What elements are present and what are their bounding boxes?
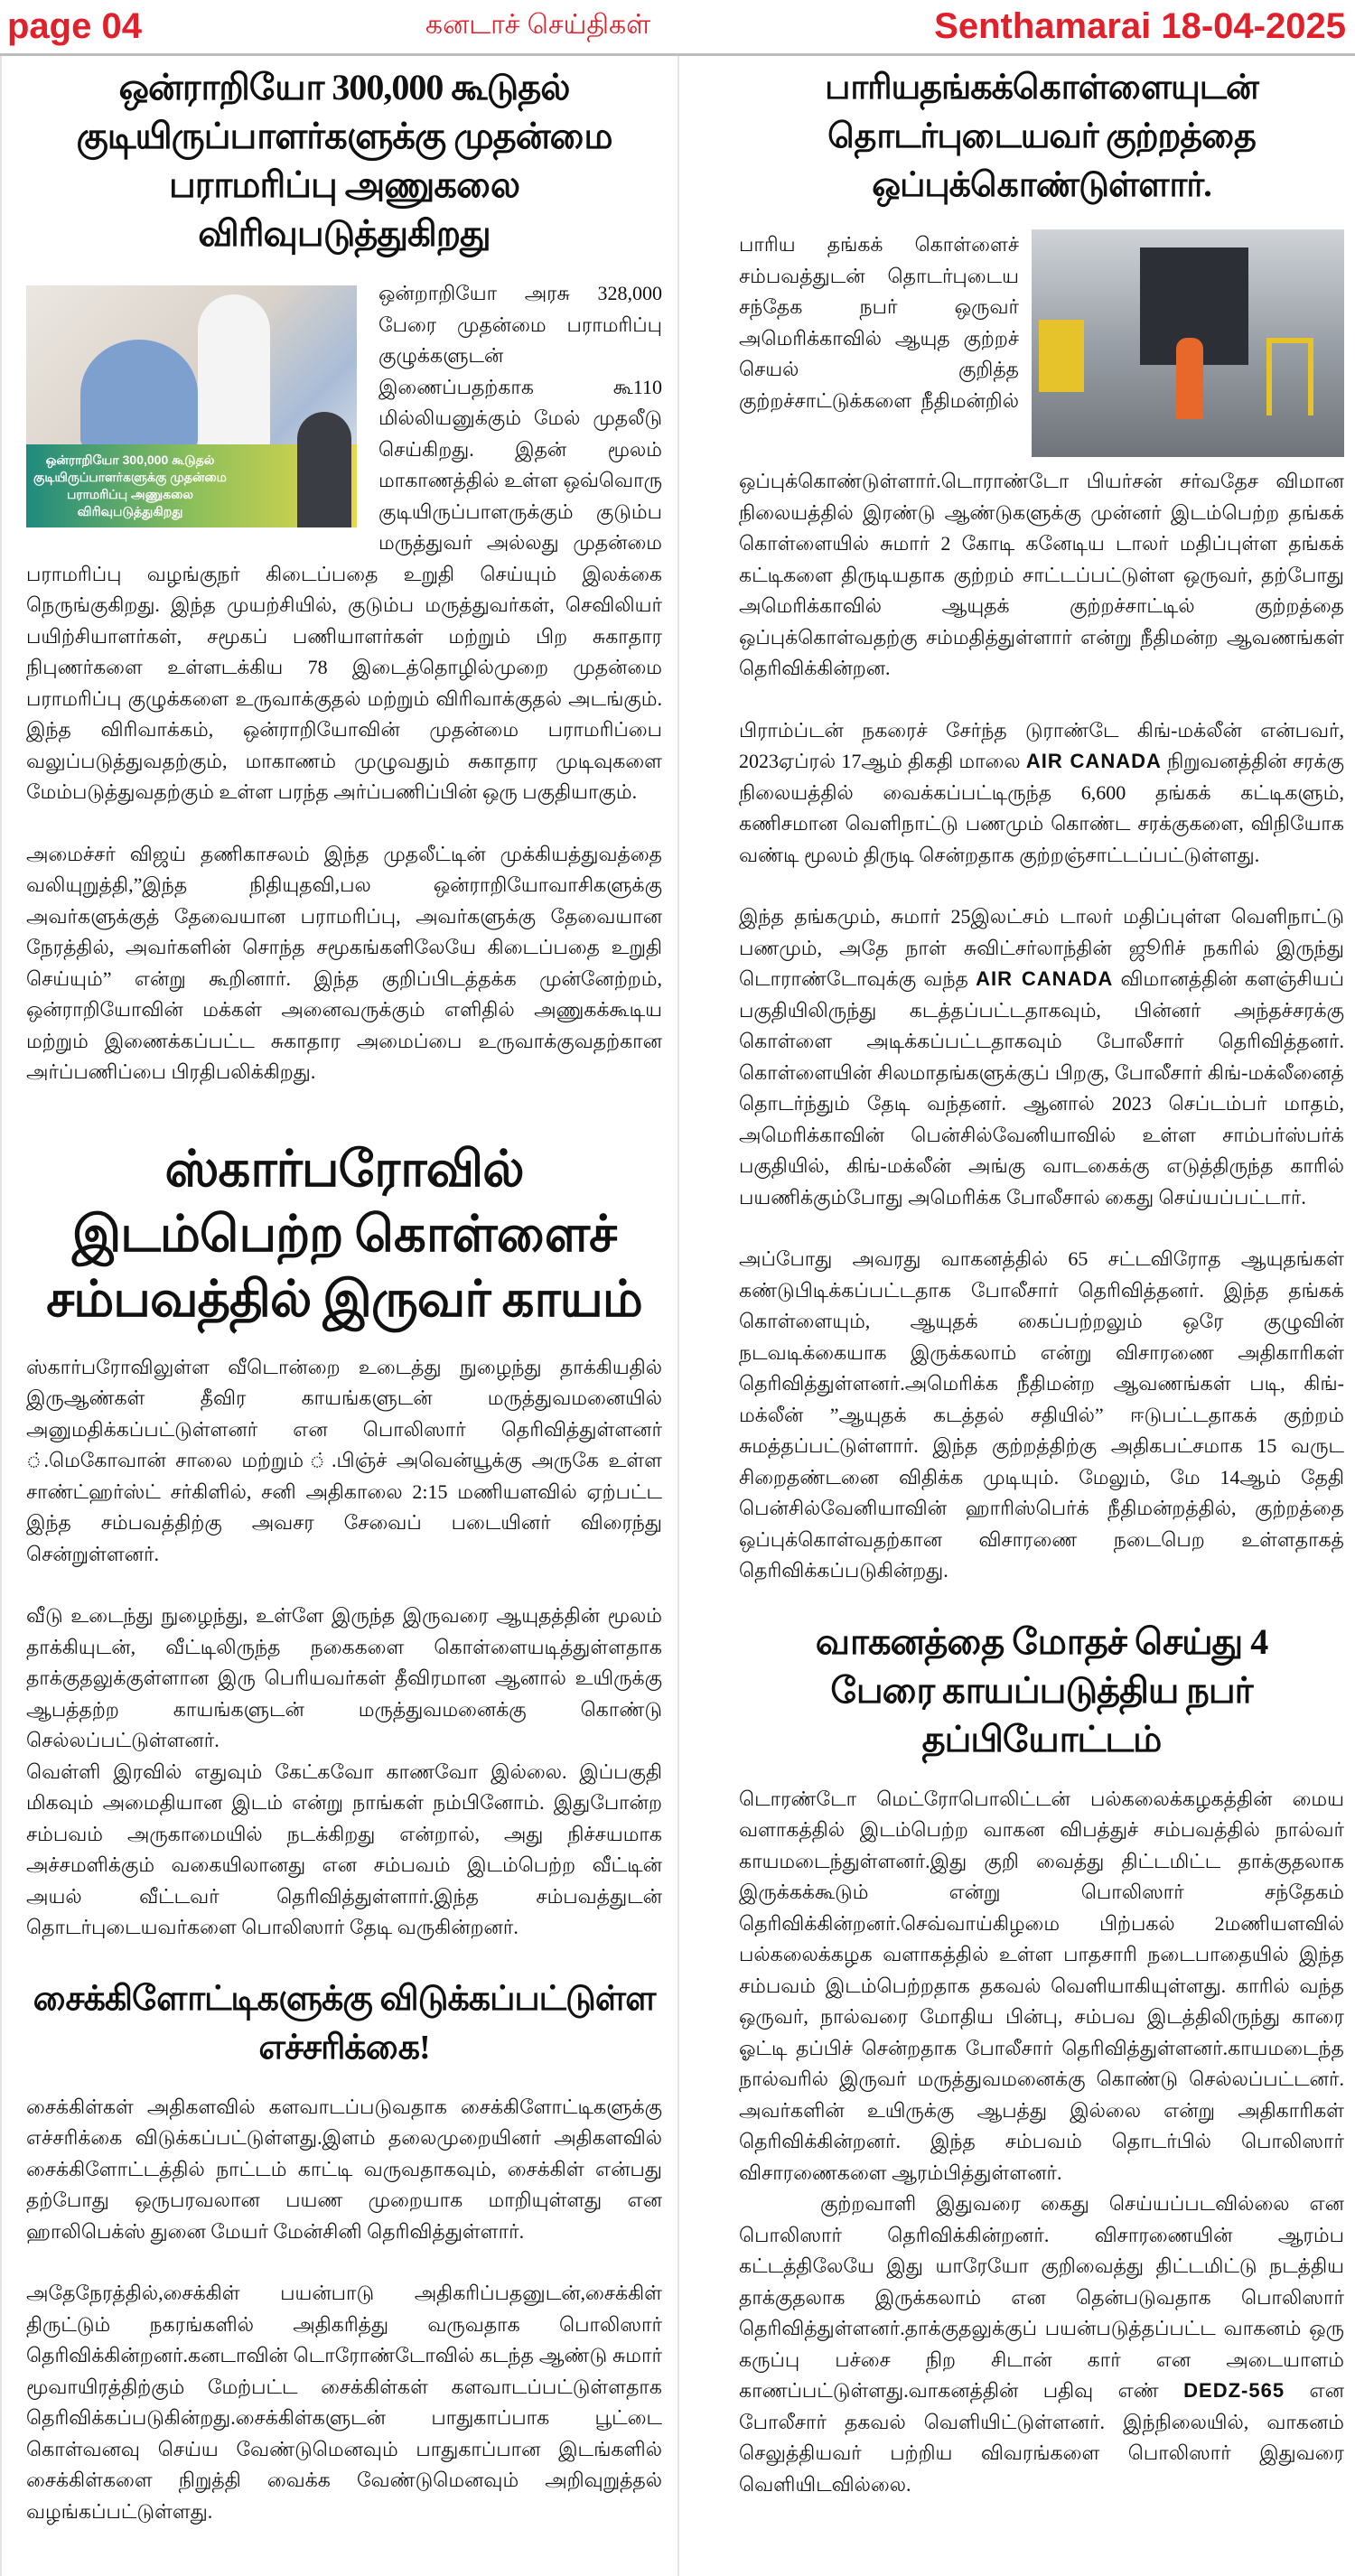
article-headline: ஸ்கார்பரோவில் இடம்பெற்ற கொள்ளைச் சம்பவத்தில் இருவர் காயம்: [46, 1141, 642, 1328]
paragraph: பிராம்ப்டன் நகரைச் சேர்ந்த டுராண்டே கிங்-மக்லீன் என்பவர், 2023ஏப்ரல் 17ஆம் திகதி மாலை AIR CANADA நிறுவனத்தின் சரக்கு நிலையத்தில் வைக்கப்பட்டிருந்த 6,600 தங்கக் கட்டிகளும், கணிசமான வெளிநாட்டு பணமும் கொண்ட சரக்குகளை, விநியோக வண்டி மூலம் திருடி சென்றதாக குற்றஞ்சாட்டப்பட்டுள்ளது.: [739, 718, 1345, 866]
article-body: [26, 1352, 662, 1944]
page-number: page 04: [7, 6, 142, 46]
paragraph: வீடு உடைந்து நுழைந்து, உள்ளே இருந்த இருவரை ஆயுதத்தின் மூலம் தாக்கியுடன், வீட்டிலிருந்த நகைகளை கொள்ளையடித்துள்ளதாக தாக்குதலுக்குள்ளான இரு பெரியவர்கள் தீவிரமான ஆனால் உயிருக்கு ஆபத்தற்ற காயங்களுடன் மருத்துவமனைக்கு கொண்டு செல்லப்பட்டுள்ளனர்.: [26, 1604, 662, 1751]
article-headline: சைக்கிளோட்டிகளுக்கு விடுக்கப்பட்டுள்ள எச்சரிக்கை!: [33, 1979, 656, 2067]
page-header: [0, 0, 1355, 56]
photo-caption: ஒன்ராறியோ 300,000 கூடுதல் குடியிருப்பாளர்களுக்கு முதன்மை பராமரிப்பு அணுகலை விரிவுபடுத்துகிறது: [26, 444, 357, 527]
page-columns: [0, 56, 1355, 2576]
bollard: [1266, 338, 1313, 415]
article-body: [739, 1784, 1344, 2501]
paragraph: அப்போது அவரது வாகனத்தில் 65 சட்டவிரோத ஆயுதங்கள் கண்டுபிடிக்கப்பட்டதாக போலீசார் தெரிவித்தனர். இந்த தங்கக் கொள்ளையும், ஆயுதக் கைப்பற்றலும் ஒரே குழுவின் நடவடிக்கையாக இருக்கலாம் என்று விசாரணை அதிகாரிகள் தெரிவித்துள்ளனர்.அமெரிக்க நீதிமன்ற ஆவணங்கள் படி, கிங்-மக்லீன் ”ஆயுதக் கடத்தல் சதியில்” ஈடுபட்டதாகக் குற்றம் சுமத்தப்பட்டுள்ளார். இந்த குற்றத்திற்கு அதிகபட்சமாக 15 வருட சிறைதண்டனை விதிக்க முடியும். மேலும், மே 14ஆம் தேதி பென்சில்வேனியாவின் ஹாரிஸ்பெர்க் நீதிமன்றத்தில், குற்றத்தை ஒப்புக்கொள்வதற்கான விசாரணை நடைபெற உள்ளதாகத் தெரிவிக்கப்படுகின்றது.: [739, 1247, 1344, 1582]
airline-name: AIR CANADA: [1025, 750, 1162, 772]
paragraph: அமைச்சர் விஜய் தணிகாசலம் இந்த முதலீட்டின் முக்கியத்துவத்தை வலியுறுத்தி,”இந்த நிதியுதவி,பல ஒன்ராறியோவாசிகளுக்கு அவர்களுக்குத் தேவையான பராமரிப்பு, அவர்களுக்கு தேவையான நேரத்தில், அவர்களின் சொந்த சமூகங்களிலேயே கிடைப்பதை உறுதி செய்யும்” என்று கூறினார். இந்த குறிப்பிடத்தக்க முன்னேற்றம், ஒன்ராறியோவின் மக்கள் அனைவருக்கும் எளிதில் அணுகக்கூடிய மற்றும் இணைக்கப்பட்ட சுகாதார அமைப்பை உருவாக்குவதற்கான அர்ப்பணிப்பை பிரதிபலிக்கிறது.: [26, 842, 662, 1083]
paragraph: வெள்ளி இரவில் எதுவும் கேட்கவோ காணவோ இல்லை. இப்பகுதி மிகவும் அமைதியான இடம் என்று நாங்கள் நம்பினோம். இதுபோன்ற சம்பவம் அருகாமையில் நடக்கிறது என்றால், அது நிச்சயமாக அச்சமளிக்கும் வகையிலானது என சம்பவம் இடம்பெற்ற வீட்டின் அயல் வீட்டவர் தெரிவித்துள்ளார்.இந்த சம்பவத்துடன் தொடர்புடையவர்களை பொலிஸார் தேடி வருகின்றனர்.: [26, 1759, 662, 1938]
license-plate: DEDZ-565: [1183, 2379, 1285, 2402]
article-photo: [26, 285, 357, 527]
airline-name: AIR CANADA: [976, 967, 1114, 990]
forklift: [1039, 320, 1084, 392]
article-headline: வாகனத்தை மோதச் செய்து 4 பேரை காயப்படுத்திய நபர் தப்பியோட்டம்: [815, 1620, 1268, 1759]
paragraph: பாரிய தங்கக் கொள்ளைச் சம்பவத்துடன் தொடர்புடைய சந்தேக நபர் ஒருவர் அமெரிக்காவில் ஆயுத குற்றச் செயல் குறித்த குற்றச்சாட்டுக்களை நீதிமன்றில் ஒப்புக்கொண்டுள்ளார்.டொராண்டோ பியர்சன் சர்வதேச விமான நிலையத்தில் இரண்டு ஆண்டுகளுக்கு முன்னர் இடம்பெற்ற தங்கக் கொள்ளையில் சுமார் 2 கோடி கனேடிய டாலர் மதிப்புள்ள தங்கக் கட்டிகளை திருடியதாக குற்றம் சாட்டப்பட்டுள்ள ஒருவர், தற்போது அமெரிக்காவில் ஆயுதக் குற்றச்சாட்டில் குற்றத்தை ஒப்புக்கொள்வதற்கு சம்மதித்துள்ளார் என்று நீதிமன்ற ஆவணங்கள் தெரிவிக்கின்றன.: [739, 233, 1344, 679]
cargo-cctv-photo: [1032, 229, 1344, 457]
article-headline: பாரியதங்கக்கொள்ளையுடன் தொடர்புடையவர் குற்றத்தை ஒப்புக்கொண்டுள்ளார்.: [825, 69, 1258, 204]
person-figure-icon: [297, 412, 351, 527]
paragraph: டொரண்டோ மெட்ரோபொலிட்டன் பல்கலைக்கழகத்தின் மைய வளாகத்தில் இடம்பெற்ற வாகன விபத்துச் சம்பவத்தில் நால்வர் காயமடைந்துள்ளனர்.இது குறி வைத்து திட்டமிட்ட தாக்குதலாக இருக்கக்கூடும் என்று பொலிஸார் சந்தேகம் தெரிவிக்கின்றனர்.செவ்வாய்கிழமை பிற்பகல் 2மணியளவில் பல்கலைக்கழக வளாகத்தில் உள்ள பாதசாரி நடைபாதையில் இந்த சம்பவம் இடம்பெற்றதாக தகவல் வெளியாகியுள்ளது. காரில் வந்த ஒருவர், நால்வரை மோதிய பின்பு, சம்பவ இடத்திலிருந்து காரை ஓட்டி தப்பிச் சென்றதாக போலீசார் தெரிவித்துள்ளனர்.காயமடைந்த நால்வரில் இருவர் மருத்துவமனைக்கு கொண்டு செல்லப்பட்டனர். அவர்களின் உயிருக்கு ஆபத்து இல்லை என்று அதிகாரிகள் தெரிவிக்கின்றனர். இந்த சம்பவம் தொடர்பில் பொலிஸார் விசாரணைகளை ஆரம்பித்துள்ளனர்.: [739, 1787, 1344, 2184]
article-headline: ஒன்ராறியோ 300,000 கூடுதல் குடியிருப்பாளர்களுக்கு முதன்மை பராமரிப்பு அணுகலை விரிவுபடுத்துகிறது: [76, 67, 612, 254]
article-body: [739, 229, 1344, 1618]
person-figure-icon: [1176, 338, 1203, 419]
right-column: [679, 56, 1355, 2576]
article-body: [26, 2092, 662, 2528]
article-body: [26, 278, 662, 1119]
paragraph: ஸ்கார்பரோவிலுள்ள வீடொன்றை உடைத்து நுழைந்து தாக்கியதில் இருஆண்கள் தீவிர காயங்களுடன் மருத்துவமனையில் அனுமதிக்கப்பட்டுள்ளனர் என பொலிஸார் தெரிவித்துள்ளனர் ்.மெகோவான் சாலை மற்றும் ்.பிஞ்ச் அவென்யூக்கு அருகே உள்ள சாண்ட்ஹர்ஸ்ட் சர்கிளில், சனி அதிகாலை 2:15 மணியளவில் ஏற்பட்ட இந்த சம்பவத்திற்கு அவசர சேவைப் படையினர் விரைந்து சென்றுள்ளனர்.: [26, 1355, 662, 1565]
left-column: [0, 56, 679, 2576]
person-figure-icon: [198, 294, 270, 448]
paragraph: சைக்கிள்கள் அதிகளவில் களவாடப்படுவதாக சைக்கிளோட்டிகளுக்கு எச்சரிக்கை விடுக்கப்பட்டுள்ளது.இளம் தலைமுறையினர் அதிகளவில் சைக்கிளோட்டத்தில் நாட்டம் காட்டி வருவதாகவும், சைக்கிள் என்பது தற்போது ஒருபரவலான பயண முறையாக மாறியுள்ளது என ஹாலிபெக்ஸ் துனை மேயர் மேன்சினி தெரிவித்துள்ளார்.: [26, 2095, 662, 2243]
paragraph: ஒன்றாறியோ அரசு 328,000 பேரை முதன்மை பராமரிப்பு குழுக்களுடன் இணைப்பதற்காக கூ110 மில்லியனுக்கும் மேல் முதலீடு செய்கிறது. இதன் மூலம் மாகாணத்தில் உள்ள ஒவ்வொரு குடியிருப்பாளருக்கும் குடும்ப மருத்துவர் அல்லது முதன்மை பராமரிப்பு வழங்குநர் கிடைப்பதை உறுதி செய்யும் இலக்கை நெருங்குகிறது. இந்த முயற்சியில், குடும்ப மருத்துவர்கள், செவிலியர் பயிற்சியாளர்கள், சமூகப் பணியாளர்கள் மற்றும் பிற சுகாதார நிபுணர்களை உள்ளடக்கிய 78 இடைத்தொழில்முறை முதன்மை பராமரிப்பு குழுக்களை உருவாக்குதல் மற்றும் விரிவாக்குதல் அடங்கும். இந்த விரிவாக்கம், ஒன்ராறியோவின் முதன்மை பராமரிப்பை வலுப்படுத்துவதற்கும், மாகாணம் முழுவதும் சுகாதார முடிவுகளை மேம்படுத்துவதற்கும் உள்ள பரந்த அர்ப்பணிப்பின் ஒரு பகுதியாகும்.: [26, 282, 662, 803]
paragraph: குற்றவாளி இதுவரை கைது செய்யப்படவில்லை என பொலிஸார் தெரிவிக்கின்றனர். விசாரணையின் ஆரம்ப கட்டத்திலேயே இது யாரேயோ குறிவைத்து திட்டமிட்டு நடத்திய தாக்குதலாக இருக்கலாம் என தென்படுவதாக பொலிஸார் தெரிவித்துள்ளனர்.தாக்குதலுக்குப் பயன்படுத்தப்பட்ட வாகனம் ஒரு கருப்பு பச்சை நிற சிடான் கார் என அடையாளம் காணப்பட்டுள்ளது.வாகனத்தின் பதிவு எண் DEDZ-565 என போலீசார் தகவல் வெளியிட்டுள்ளனர். இந்நிலையில், வாகனம் செலுத்தியவர் பற்றிய விவரங்களை பொலிஸார் இதுவரை வெளியிடவில்லை.: [739, 2192, 1344, 2496]
masthead-date: Senthamarai 18-04-2025: [934, 6, 1346, 46]
person-figure-icon: [80, 340, 198, 448]
paragraph: இந்த தங்கமும், சுமார் 25இலட்சம் டாலர் மதிப்புள்ள வெளிநாட்டு பணமும், அதே நாள் சுவிட்சர்லாந்தின் ஜூரிச் நகரில் இருந்து டொராண்டோவுக்கு வந்த AIR CANADA விமானத்தின் களஞ்சியப் பகுதியிலிருந்து கடத்தப்பட்டதாகவும், பின்னர் அந்தச்சரக்கு கொள்ளை அடிக்கப்பட்டதாகவும் போலீசார் தெரிவித்தனர். கொள்ளையின் சிலமாதங்களுக்குப் பிறகு, போலீசார் கிங்-மக்லீனைத் தொடர்ந்தும் தேடி வந்தனர். ஆனால் 2023 செப்டம்பர் மாதம், அமெரிக்காவின் பென்சில்வேனியாவில் உள்ள சாம்பர்ஸ்பர்க் பகுதியில், கிங்-மக்லீன் அங்கு வாடகைக்கு எடுத்திருந்த காரில் பயணிக்கும்போது அமெரிக்க போலீசால் கைது செய்யப்பட்டார்.: [739, 905, 1344, 1209]
section-title: கனடாச் செய்திகள்: [425, 9, 651, 40]
paragraph: அதேநேரத்தில்,சைக்கிள் பயன்பாடு அதிகரிப்பதனுடன்,சைக்கிள் திருட்டும் நகரங்களில் அதிகரித்து வருவதாக பொலிஸார் தெரிவிக்கின்றனர்.கனடாவின் டொரோண்டோவில் கடந்த ஆண்டு சுமார் மூவாயிரத்திற்கும் மேற்பட்ட சைக்கிள்கள் களவாடப்பட்டுள்ளதாக தெரிவிக்கப்படுகின்றது.சைக்கிள்களுடன் பாதுகாப்பாக பூட்டை கொள்வனவு செய்ய வேண்டுமெனவும் பாதுகாப்பான இடங்களில் சைக்கிள்களை நிறுத்தி வைக்க வேண்டுமெனவும் அறிவுறுத்தல் வழங்கப்பட்டுள்ளது.: [26, 2282, 662, 2523]
